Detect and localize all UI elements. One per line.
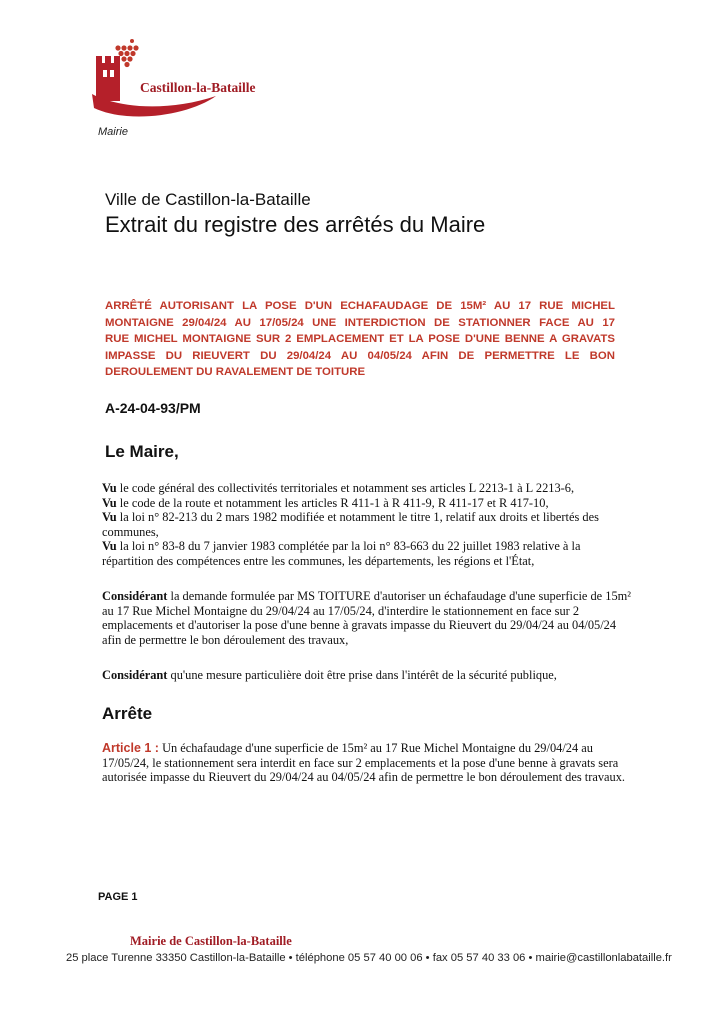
considerant-demande [102, 589, 632, 647]
vu-keyword: Vu [102, 495, 117, 510]
subject-line: RUE MICHEL MONTAIGNE SUR 2 EMPLACEMENT ET LA POSE D'UNE BENNE A GRAVATS [105, 333, 615, 346]
reference-number: A-24-04-93/PM [105, 400, 201, 416]
arrete-subject [105, 298, 615, 381]
vu-keyword: Vu [102, 481, 117, 495]
logo-subtitle: Mairie [98, 126, 128, 138]
footer-name: Mairie de Castillon-la-Bataille [130, 934, 292, 948]
vu-block [102, 481, 632, 569]
arrete-heading: Arrête [102, 704, 153, 723]
considerant-keyword: Considérant [102, 668, 168, 682]
footer-address: 25 place Turenne 33350 Castillon-la-Bataille • téléphone 05 57 40 00 06 • fax 05 57 40 33 06 • mairie@castillonlabataille.fr [66, 952, 672, 964]
subject-line: MONTAIGNE 29/04/24 AU 17/05/24 UNE INTERDICTION DE STATIONNER FACE AU 17 [105, 316, 615, 329]
header-title: Extrait du registre des arrêtés du Maire [105, 212, 486, 237]
vu-item [102, 496, 632, 511]
subject-line: ARRÊTÉ AUTORISANT LA POSE D'UN ECHAFAUDAGE DE 15M² AU 17 RUE MICHEL [105, 300, 615, 312]
considerant-text: qu'une mesure particulière doit être prise dans l'intérêt de la sécurité publique, [167, 668, 557, 682]
vu-keyword: Vu [102, 510, 117, 525]
vu-text: le code de la route et notamment les articles R 411-1 à R 411-9, R 411-17 et R 417-10, [116, 495, 549, 510]
header-city: Ville de Castillon-la-Bataille [105, 190, 311, 209]
vu-item [102, 481, 632, 496]
vu-text: le code général des collectivités territoriales et notamment ses articles L 2213-1 à L 2213-6, [116, 481, 575, 495]
subject-line: IMPASSE DU RIEUVERT DU 29/04/24 AU 04/05/24 AFIN DE PERMETTRE LE BON [105, 349, 615, 362]
vu-item [102, 539, 632, 568]
vu-keyword: Vu [102, 539, 117, 554]
considerant-keyword: Considérant [102, 589, 168, 603]
considerant-text: la demande formulée par MS TOITURE d'autoriser un échafaudage d'une superficie de 15m² au 17 Rue Michel Montaigne du 29/04/24 au 17/05/24, d'interdire le stationnement en face sur 2 emplacements et d'autoriser la pose d'une benne à gravats impasse du Rieuvert du 29/04/24 au 04/05/24 afin de permettre le bon déroulement des travaux, [102, 589, 632, 647]
vu-text: la loi n° 82-213 du 2 mars 1982 modifiée et notamment le titre 1, relatif aux droits et libertés des communes, [102, 510, 599, 539]
maire-heading: Le Maire, [105, 442, 179, 461]
logo-name: Castillon-la-Bataille [140, 80, 256, 95]
page-number: PAGE 1 [98, 891, 138, 903]
article-1 [102, 741, 637, 785]
article-text: Un échafaudage d'une superficie de 15m² au 17 Rue Michel Montaigne du 29/04/24 au 17/05/24, le stationnement sera interdit en face sur 2 emplacements et la pose d'une benne à gravats sera autorisée impasse du Rieuvert du 29/04/24 au 04/05/24 afin de permettre le bon déroulement des travaux. [102, 741, 626, 785]
vu-item [102, 510, 632, 539]
vu-text: la loi n° 83-8 du 7 janvier 1983 complétée par la loi n° 83-663 du 22 juillet 1983 relative à la répartition des compétences entre les communes, les départements, les régions et l'État, [102, 539, 581, 568]
article-label: Article 1 : [102, 741, 159, 755]
tower-icon [96, 56, 120, 101]
considerant-securite [102, 668, 632, 683]
subject-line: DEROULEMENT DU RAVALEMENT DE TOITURE [105, 366, 366, 379]
